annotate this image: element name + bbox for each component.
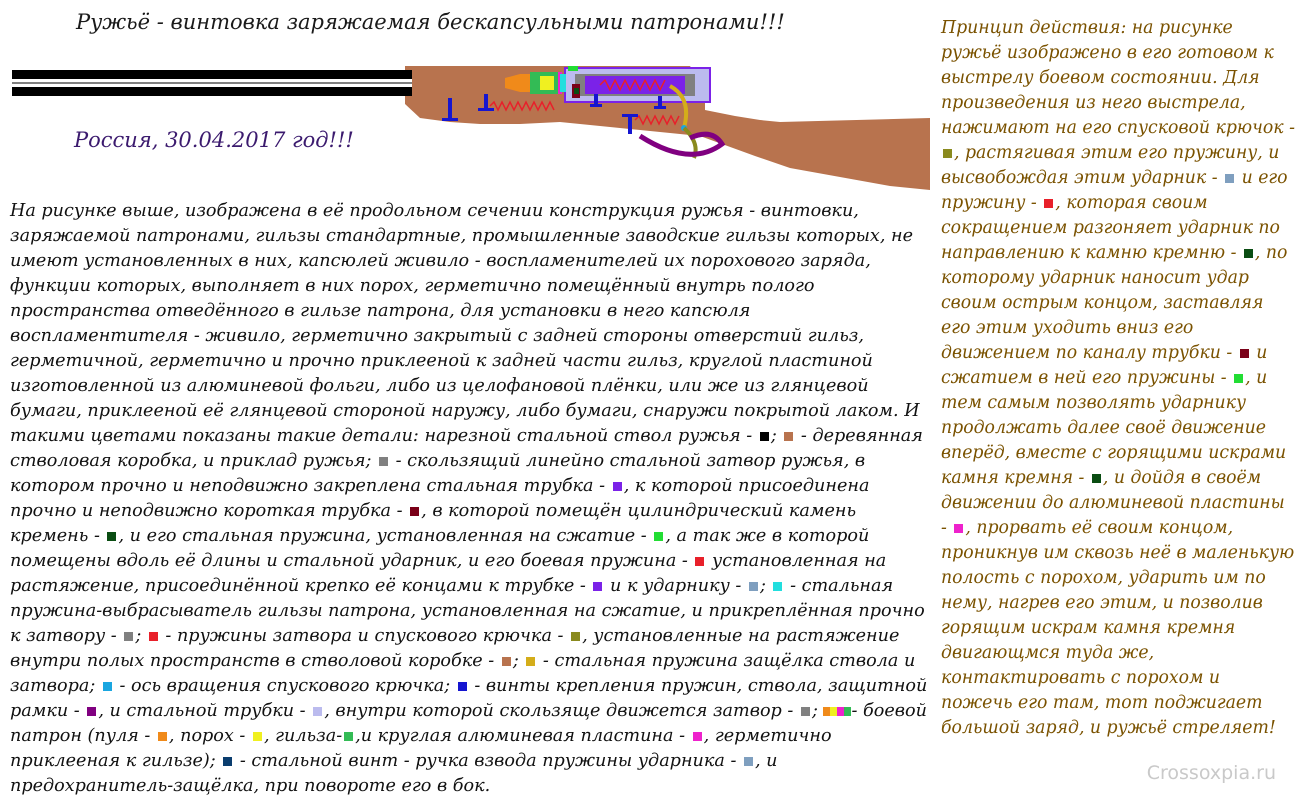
color-swatch-tube bbox=[593, 582, 602, 591]
text-fragment: , а так же в которой помещены вдоль её длины и стальной ударник, и его боевая пружина - bbox=[10, 526, 870, 571]
text-fragment: - винты крепления пружин, ствола, защитной рамки - bbox=[10, 676, 928, 721]
color-swatch-striker_spring bbox=[695, 557, 704, 566]
text-fragment: - деревянная стволовая коробка, и приклад ружья; bbox=[10, 426, 923, 471]
color-swatch-flint bbox=[1244, 249, 1253, 258]
text-fragment: , растягивая этим его пружину, и высвобождая этим ударник - bbox=[941, 143, 1280, 188]
text-fragment: ; bbox=[770, 426, 783, 446]
text-fragment: , и дойдя в своём движении до алюминевой пластины - bbox=[941, 468, 1285, 538]
color-swatch-stock bbox=[784, 432, 793, 441]
text-fragment: и сжатием в ней его пружины - bbox=[941, 343, 1268, 388]
color-swatch-bolt bbox=[801, 707, 810, 716]
trigger-guard bbox=[640, 134, 722, 154]
color-swatch-striker bbox=[749, 582, 758, 591]
text-fragment: ,и круглая алюминевая пластина - bbox=[355, 726, 691, 746]
color-swatch-bolt_tube bbox=[313, 707, 322, 716]
text-fragment: , прорвать её своим концом, проникнув им сквозь неё в маленькую полость с порохом, ударить им по нему, нагрев его этим, и позволив горящим искрам камня кремня двигающмся туда же, контактировать с порохом и пожечь его там, тот поджигает большой заряд, и ружьё стреляет! bbox=[941, 518, 1295, 738]
color-swatch-trigger bbox=[571, 632, 580, 641]
text-fragment: - ось вращения спускового крючка; bbox=[113, 676, 456, 696]
color-swatch-plate bbox=[954, 524, 963, 533]
color-swatch-handle bbox=[744, 757, 753, 766]
color-swatch-bullet bbox=[158, 732, 167, 741]
color-swatch-short_tube bbox=[410, 507, 419, 516]
color-swatch-bolt bbox=[124, 632, 133, 641]
color-swatch-plate bbox=[837, 707, 844, 716]
color-swatch-short_tube bbox=[1240, 349, 1249, 358]
text-fragment: , и стальной трубки - bbox=[98, 701, 312, 721]
color-swatch-powder bbox=[830, 707, 837, 716]
color-swatch-latch_spring bbox=[526, 657, 535, 666]
description-text bbox=[10, 199, 930, 799]
text-fragment: , установленные на растяжение внутри полых пространств в стволовой коробке - bbox=[10, 626, 900, 671]
color-swatch-steel_screw bbox=[223, 757, 232, 766]
text-fragment: установленная на растяжение, присоединённой крепко её концами к трубке - bbox=[10, 551, 887, 596]
text-fragment: - скользящий линейно стальной затвор ружья, в котором прочно и неподвижно закреплена стальная трубка - bbox=[10, 451, 866, 496]
color-swatch-screws bbox=[458, 682, 467, 691]
text-fragment: - боевой патрон (пуля - bbox=[10, 701, 927, 746]
color-swatch-striker bbox=[1225, 174, 1234, 183]
text-fragment: На рисунке выше, изображена в её продольном сечении конструкция ружья - винтовки, заряжаемой патронами, гильзы стандартные, промышленные заводские гильзы которых, не имеют установленных в них, капсюлей живило - воспламенителей их порохового заряда, функции которых, выполняет в них порох, герметично помещённый внутрь полого пространства отведённого в гильзе патрона, для установки в него капсюля воспламентителя - живило, герметично закрытый с задней стороны отверстий гильз, герметичной, герметично и прочно приклееной к задней части гильз, круглой пластиной изготовленной из алюминевой фольги, либо из целофановой плёнки, или же из глянцевой бумаги, приклееной её глянцевой стороной наружу, либо бумаги, снаружи покрытой лаком. И такими цветами показаны такие детали: нарезной стальной ствол ружья - bbox=[10, 201, 920, 446]
text-fragment: , в которой помещён цилиндрический камень кремень - bbox=[10, 501, 857, 546]
text-fragment: - стальной винт - ручка взвода пружины ударника - bbox=[234, 751, 742, 771]
ejector-spring bbox=[560, 74, 566, 92]
color-swatch-tube_spring bbox=[654, 532, 663, 541]
text-fragment: , гильза- bbox=[263, 726, 343, 746]
color-swatch-trigger bbox=[943, 149, 952, 158]
text-fragment: Принцип действия: на рисунке ружьё изображено в его готовом к выстрелу боевом состоянии. Для произведения из него выстрела, нажимают на его спусковой крючок - bbox=[941, 18, 1295, 138]
date-line: Россия, 30.04.2017 год!!! bbox=[74, 128, 354, 152]
text-fragment: и его пружину - bbox=[941, 168, 1288, 213]
text-fragment: , внутри которой скользяще движется затвор - bbox=[324, 701, 799, 721]
tube-spring bbox=[568, 66, 578, 71]
color-swatch-trigger_axis bbox=[103, 682, 112, 691]
color-swatch-striker_spring bbox=[149, 632, 158, 641]
watermark: Crossoxpia.ru bbox=[1146, 762, 1276, 784]
text-fragment: , герметично приклееная к гильзе); bbox=[10, 726, 832, 771]
text-fragment: и к ударнику - bbox=[604, 576, 747, 596]
page-title: Ружьё - винтовка заряжаемая бескапсульными патронами!!! bbox=[76, 10, 785, 34]
color-swatch-guard bbox=[87, 707, 96, 716]
operation-principle-text bbox=[941, 16, 1296, 741]
color-swatch-striker_spring bbox=[1044, 199, 1053, 208]
cartridge-swatch-group bbox=[823, 701, 851, 721]
text-fragment: , и его стальная пружина, установленная на сжатие - bbox=[118, 526, 653, 546]
text-fragment: ; bbox=[759, 576, 772, 596]
color-swatch-bolt bbox=[379, 457, 388, 466]
powder bbox=[540, 76, 554, 90]
color-swatch-bullet bbox=[823, 707, 830, 716]
text-fragment: ; bbox=[135, 626, 147, 646]
text-fragment: , порох - bbox=[168, 726, 251, 746]
text-fragment: - пружины затвора и спускового крючка - bbox=[159, 626, 570, 646]
color-swatch-barrel bbox=[760, 432, 769, 441]
color-swatch-flint bbox=[107, 532, 116, 541]
text-fragment: ; bbox=[811, 701, 824, 721]
color-swatch-plate bbox=[693, 732, 702, 741]
color-swatch-powder bbox=[253, 732, 262, 741]
color-swatch-case bbox=[344, 732, 353, 741]
text-fragment: , и тем самым позволять ударнику продолжать далее своё движение вперёд, вместе с горящими искрами камня кремня - bbox=[941, 368, 1287, 488]
text-fragment: , по которому ударник наносит удар своим острым концом, заставляя его этим уходить вниз его движением по каналу трубки - bbox=[941, 243, 1288, 363]
text-fragment: - стальная пружина-выбрасыватель гильзы патрона, установленная на сжатие, и прикреплённая прочно к затвору - bbox=[10, 576, 925, 646]
text-fragment: - стальная пружина защёлка ствола и затвора; bbox=[10, 651, 916, 696]
text-fragment: , к которой присоединена прочно и неподвижно короткая трубка - bbox=[10, 476, 870, 521]
flint bbox=[574, 88, 579, 94]
color-swatch-stock bbox=[502, 657, 511, 666]
color-swatch-tube bbox=[613, 482, 622, 491]
color-swatch-ejector_spring bbox=[773, 582, 782, 591]
text-fragment: , которая своим сокращением разгоняет ударник по направлению к камню кремню - bbox=[941, 193, 1280, 263]
color-swatch-tube_spring bbox=[1234, 374, 1243, 383]
text-fragment: ; bbox=[512, 651, 525, 671]
text-fragment: , и предохранитель-защёлка, при повороте его в бок. bbox=[10, 751, 778, 796]
color-swatch-flint bbox=[1092, 474, 1101, 483]
